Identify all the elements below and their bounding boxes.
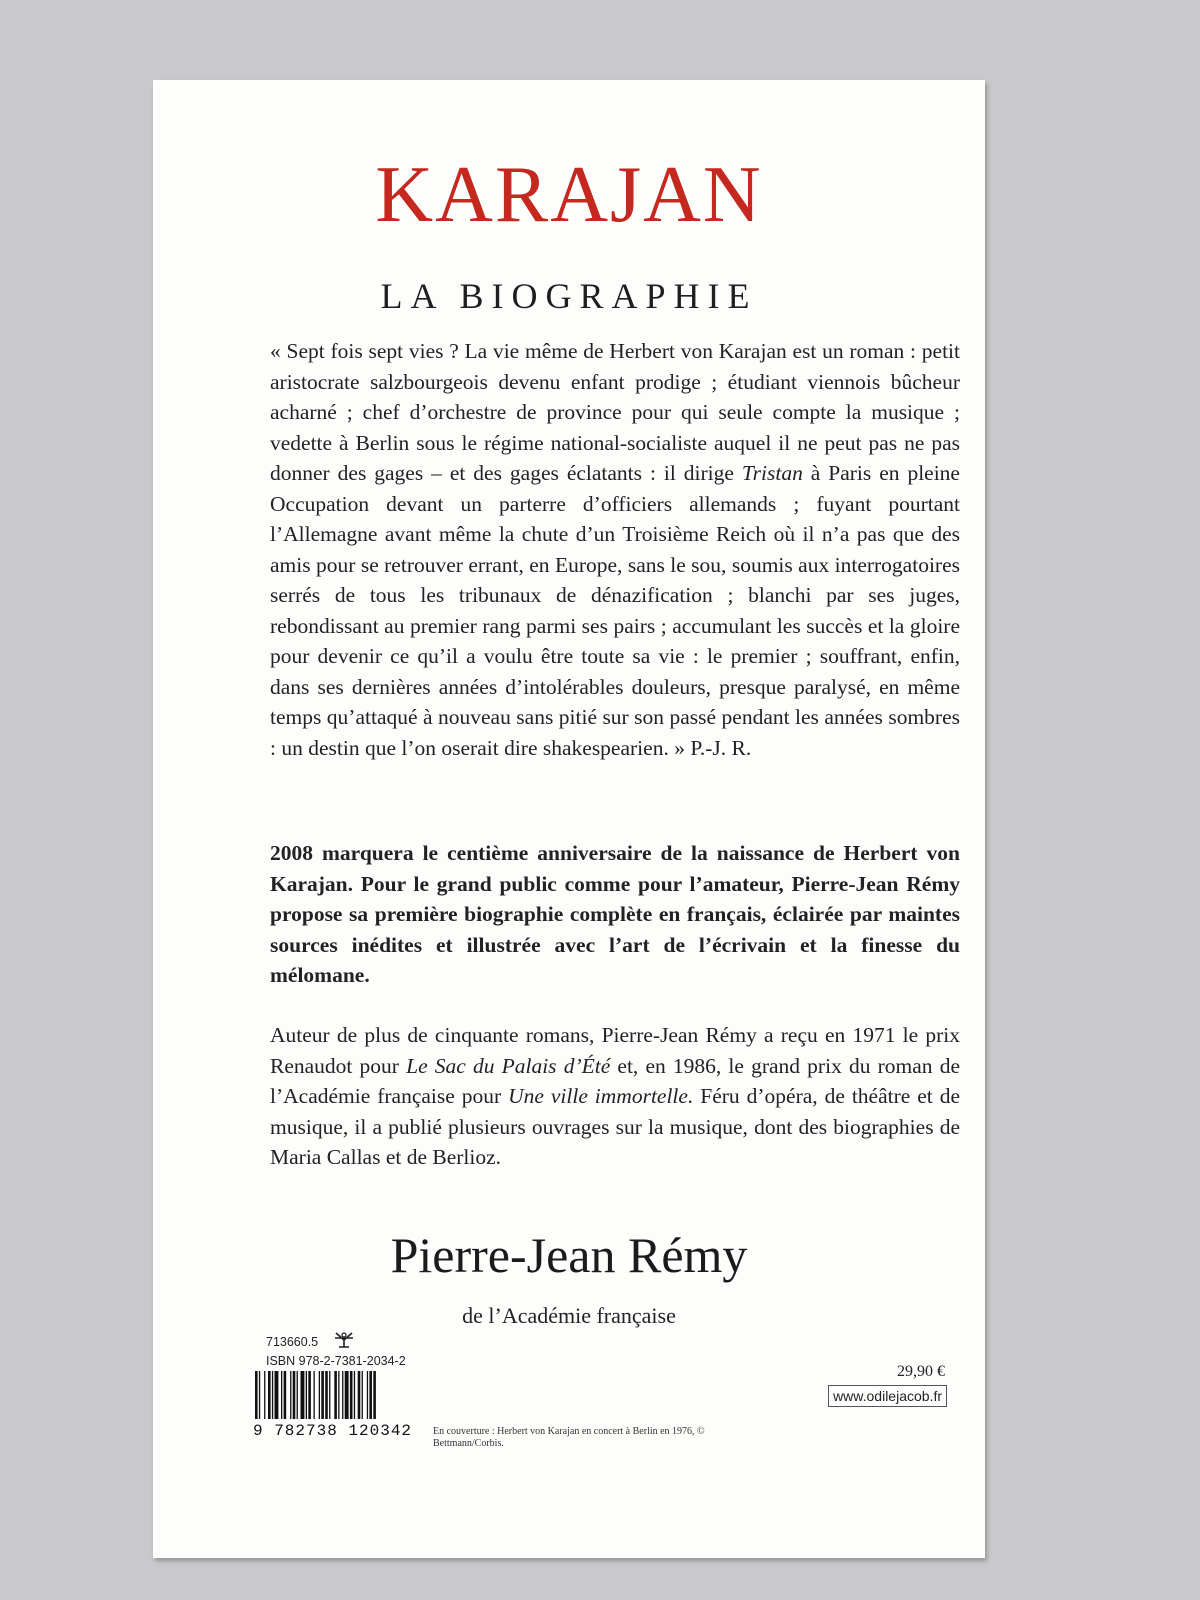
isbn-label: ISBN 978-2-7381-2034-2 — [266, 1354, 406, 1368]
barcode-bar — [290, 1371, 291, 1419]
barcode-bar — [268, 1371, 271, 1419]
barcode-bar — [275, 1371, 279, 1419]
quote-italic-title: Tristan — [741, 461, 803, 485]
barcode-bar — [297, 1371, 298, 1419]
barcode-bar — [259, 1371, 260, 1419]
bio-text-3: Féru d’opéra, de théâtre et de musique, il a publié plusieurs ouvrages sur la musique, dont des biographies de Maria Callas et de Berlioz. — [270, 1084, 960, 1169]
bio-text-1: Auteur de plus de cinquante romans, Pierre-Jean Rémy a reçu en 1971 le prix Renaudot pour — [270, 1023, 960, 1078]
barcode-bar — [358, 1371, 361, 1419]
barcode-bar — [281, 1371, 282, 1419]
quote-text-end: à Paris en pleine Occupation devant un parterre d’officiers allemands ; fuyant pourtant l’Allemagne avant même la chute d’un Troisième Reich où il n’a pas que des amis pour se retrouver errant, en Europe, sans le sou, soumis aux interrogatoires serrés de tous les tribunaux de dénazification ; blanchi par ses juges, rebondissant au premier rang parmi ses pairs ; accumulant les succès et la gloire pour devenir ce qu’il a voulu être toute sa vie : le premier ; souffrant, enfin, dans ses dernières années d’intolérables douleurs, presque paralysé, en même temps qu’attaqué à nouveau sans pitié sur son passé pendant les années sombres : un destin que l’on oserait dire shakespearien. » P.-J. R. — [270, 461, 960, 760]
barcode-bar — [338, 1371, 339, 1419]
barcode-bar — [367, 1371, 368, 1419]
barcode-bar — [369, 1371, 372, 1419]
price-label: 29,90 € — [897, 1363, 945, 1380]
barcode-bar — [325, 1371, 328, 1419]
barcode — [253, 1371, 428, 1421]
barcode-bar — [329, 1371, 330, 1419]
barcode-bar — [272, 1371, 273, 1419]
book-title: KARAJAN — [375, 151, 763, 239]
barcode-bar — [334, 1371, 337, 1419]
barcode-bar — [354, 1371, 355, 1419]
barcode-bar — [255, 1371, 258, 1419]
barcode-bar — [314, 1371, 315, 1419]
summary-paragraph: 2008 marquera le centième anniversaire de la naissance de Herbert von Karajan. Pour le grand public comme pour l’amateur, Pierre-Jean Rémy propose sa première biographie complète en français, éclairée par maintes sources inédites et illustrée avec l’art de l’écrivain et la finesse du mélomane. — [270, 841, 960, 987]
barcode-digits: 9 782738 120342 — [253, 1422, 413, 1440]
barcode-bar — [373, 1371, 376, 1419]
barcode-bar — [342, 1371, 343, 1419]
book-subtitle: LA BIOGRAPHIE — [380, 276, 758, 316]
barcode-bar — [284, 1371, 287, 1419]
barcode-bar — [264, 1371, 265, 1419]
barcode-bar — [306, 1371, 307, 1419]
barcode-bar — [362, 1371, 363, 1419]
author-bio-paragraph — [270, 1020, 960, 1173]
bio-text-2: et, en 1986, le grand prix du roman de l’Académie française pour — [270, 1053, 960, 1108]
barcode-bar — [308, 1371, 311, 1419]
odile-jacob-logo-icon — [333, 1330, 355, 1350]
product-code: 713660.5 — [266, 1335, 319, 1349]
barcode-bar — [321, 1371, 324, 1419]
book-back-cover — [153, 80, 985, 1558]
barcode-bar — [293, 1371, 296, 1419]
barcode-bar — [345, 1371, 349, 1419]
bio-italic-1: Le Sac du Palais d’Été — [406, 1053, 611, 1078]
barcode-bar — [301, 1371, 305, 1419]
cover-credit: En couverture : Herbert von Karajan en concert à Berlin en 1976, © Bettmann/Corbis. — [433, 1426, 705, 1449]
quote-paragraph — [270, 336, 960, 763]
quote-text-start: « Sept fois sept vies ? La vie même de Herbert von Karajan est un roman : petit aristocrate salzbourgeois devenu enfant prodige ; étudiant viennois bûcheur acharné ; chef d’orchestre de province pour qui seule compte la musique ; vedette à Berlin sous le régime national-socialiste auquel il ne peut pas ne pas donner des gages – et des gages éclatants : il dirige — [270, 339, 960, 485]
barcode-bar — [319, 1371, 320, 1419]
author-affiliation: de l’Académie française — [462, 1303, 676, 1328]
author-name: Pierre-Jean Rémy — [390, 1227, 748, 1283]
publisher-website[interactable]: www.odilejacob.fr — [828, 1385, 947, 1407]
bio-italic-2: Une ville immortelle. — [508, 1084, 694, 1108]
barcode-bar — [350, 1371, 353, 1419]
